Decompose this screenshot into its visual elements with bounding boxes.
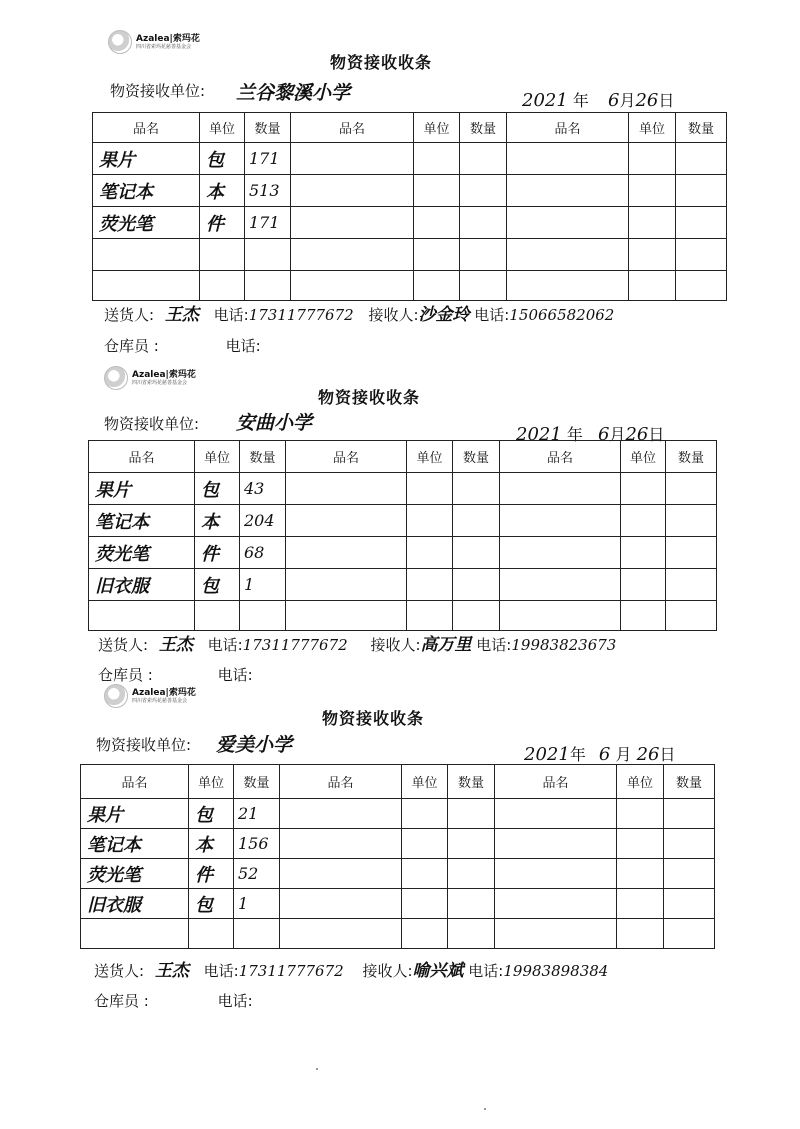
table-header-row bbox=[93, 113, 727, 143]
date-year: 2021 bbox=[522, 90, 568, 111]
item-qty: 1 bbox=[234, 889, 280, 919]
sender-phone: 17311777672 bbox=[248, 306, 354, 324]
scan-speck bbox=[484, 1108, 486, 1110]
table-row bbox=[93, 271, 727, 301]
receipt-date bbox=[524, 742, 676, 765]
header-unit: 单位 bbox=[189, 765, 234, 799]
item-qty: 21 bbox=[234, 799, 280, 829]
header-name: 品名 bbox=[93, 113, 200, 143]
day-label: 日 bbox=[658, 91, 675, 110]
header-unit: 单位 bbox=[617, 765, 664, 799]
item-name: 旧衣服 bbox=[81, 889, 189, 919]
header-name: 品名 bbox=[507, 113, 629, 143]
year-label: 年 bbox=[566, 425, 583, 444]
item-unit: 包 bbox=[195, 473, 240, 505]
header-qty: 数量 bbox=[234, 765, 280, 799]
table-row bbox=[93, 175, 727, 207]
logo-org: 四川省索玛花慈善基金会 bbox=[136, 43, 192, 50]
item-unit: 件 bbox=[195, 537, 240, 569]
header-name: 品名 bbox=[495, 765, 617, 799]
azalea-flower-icon bbox=[108, 30, 132, 54]
header-unit: 单位 bbox=[195, 441, 240, 473]
item-qty: 1 bbox=[240, 569, 286, 601]
receiver-phone-label: 电话: bbox=[476, 636, 512, 654]
item-unit: 件 bbox=[200, 207, 245, 239]
year-label: 年 bbox=[569, 745, 586, 764]
sender-phone-label: 电话: bbox=[207, 636, 243, 654]
table-header-row bbox=[81, 765, 715, 799]
item-qty: 171 bbox=[245, 143, 291, 175]
warehouse-label: 仓库员 : bbox=[104, 337, 159, 355]
header-name: 品名 bbox=[286, 441, 407, 473]
logo-brand: Azalea|索玛花 bbox=[132, 369, 196, 380]
item-name: 笔记本 bbox=[89, 505, 195, 537]
warehouse-label: 仓库员 : bbox=[94, 992, 149, 1010]
item-name: 果片 bbox=[89, 473, 195, 505]
header-name: 品名 bbox=[89, 441, 195, 473]
item-name: 荧光笔 bbox=[93, 207, 200, 239]
unit-value: 安曲小学 bbox=[236, 412, 313, 434]
table-row bbox=[81, 829, 715, 859]
item-name: 笔记本 bbox=[81, 829, 189, 859]
sender-label: 送货人: bbox=[104, 306, 155, 324]
item-name: 旧衣服 bbox=[89, 569, 195, 601]
month-label: 月 bbox=[609, 425, 626, 444]
date-year: 2021 bbox=[524, 744, 570, 765]
year-label: 年 bbox=[572, 91, 589, 110]
receiver-phone: 19983823673 bbox=[511, 636, 617, 654]
item-name: 笔记本 bbox=[93, 175, 200, 207]
sender-phone: 17311777672 bbox=[242, 636, 348, 654]
item-unit: 件 bbox=[189, 859, 234, 889]
date-day: 26 bbox=[635, 90, 659, 111]
receiver-label: 接收人: bbox=[370, 636, 421, 654]
items-table bbox=[80, 764, 715, 949]
receiver-label: 接收人: bbox=[368, 306, 419, 324]
table-row bbox=[81, 799, 715, 829]
warehouse-phone-label: 电话: bbox=[225, 337, 261, 355]
item-qty: 52 bbox=[234, 859, 280, 889]
header-name: 品名 bbox=[280, 765, 402, 799]
header-unit: 单位 bbox=[402, 765, 448, 799]
scan-speck bbox=[316, 1068, 318, 1070]
sender-phone-label: 电话: bbox=[203, 962, 239, 980]
items-table bbox=[92, 112, 727, 301]
table-row bbox=[93, 207, 727, 239]
sender-line bbox=[104, 300, 614, 325]
table-row bbox=[81, 859, 715, 889]
date-month: 6 bbox=[598, 744, 611, 765]
item-unit: 包 bbox=[195, 569, 240, 601]
receiver-name: 高万里 bbox=[420, 635, 472, 655]
header-qty: 数量 bbox=[664, 765, 715, 799]
azalea-flower-icon bbox=[104, 366, 128, 390]
warehouse-phone-label: 电话: bbox=[217, 992, 253, 1010]
item-unit: 包 bbox=[189, 889, 234, 919]
header-unit: 单位 bbox=[414, 113, 460, 143]
sender-phone-label: 电话: bbox=[213, 306, 249, 324]
receiver-name: 沙金玲 bbox=[418, 305, 470, 325]
logo-brand: Azalea|索玛花 bbox=[132, 687, 196, 698]
azalea-flower-icon bbox=[104, 684, 128, 708]
logo-org: 四川省索玛花慈善基金会 bbox=[132, 379, 188, 386]
header-qty: 数量 bbox=[245, 113, 291, 143]
header-qty: 数量 bbox=[240, 441, 286, 473]
table-row bbox=[81, 889, 715, 919]
date-day: 26 bbox=[636, 744, 660, 765]
table-row bbox=[89, 601, 717, 631]
table-row bbox=[89, 473, 717, 505]
sender-line bbox=[98, 630, 616, 655]
header-unit: 单位 bbox=[629, 113, 676, 143]
sender-name: 王杰 bbox=[154, 961, 189, 981]
item-name: 荧光笔 bbox=[89, 537, 195, 569]
month-label: 月 bbox=[615, 745, 632, 764]
logo bbox=[104, 684, 196, 708]
unit-label: 物资接收单位: bbox=[110, 82, 206, 100]
date-day: 26 bbox=[625, 424, 649, 445]
item-unit: 本 bbox=[189, 829, 234, 859]
table-row bbox=[89, 505, 717, 537]
logo bbox=[108, 30, 200, 54]
sender-label: 送货人: bbox=[98, 636, 149, 654]
logo-brand: Azalea|索玛花 bbox=[136, 33, 200, 44]
warehouse-line bbox=[98, 664, 253, 685]
header-unit: 单位 bbox=[200, 113, 245, 143]
table-row bbox=[93, 143, 727, 175]
receiver-phone: 15066582062 bbox=[509, 306, 615, 324]
warehouse-line bbox=[94, 990, 253, 1011]
table-row bbox=[89, 537, 717, 569]
table-row bbox=[89, 569, 717, 601]
receiver-phone-label: 电话: bbox=[468, 962, 504, 980]
item-name: 果片 bbox=[81, 799, 189, 829]
receipt-date bbox=[522, 88, 674, 111]
item-unit: 本 bbox=[200, 175, 245, 207]
receiver-phone: 19983898384 bbox=[503, 962, 609, 980]
item-qty: 513 bbox=[245, 175, 291, 207]
logo-org: 四川省索玛花慈善基金会 bbox=[132, 697, 188, 704]
date-month: 6 bbox=[608, 90, 620, 111]
warehouse-label: 仓库员 : bbox=[98, 666, 153, 684]
sender-name: 王杰 bbox=[158, 635, 193, 655]
warehouse-line bbox=[104, 335, 261, 356]
item-unit: 本 bbox=[195, 505, 240, 537]
unit-label: 物资接收单位: bbox=[104, 415, 200, 433]
item-unit: 包 bbox=[189, 799, 234, 829]
item-unit: 包 bbox=[200, 143, 245, 175]
receiver-phone-label: 电话: bbox=[474, 306, 510, 324]
date-year: 2021 bbox=[516, 424, 562, 445]
receipt-title: 物资接收收条 bbox=[330, 53, 433, 72]
unit-value: 兰谷黎溪小学 bbox=[236, 82, 351, 104]
header-name: 品名 bbox=[291, 113, 414, 143]
header-unit: 单位 bbox=[407, 441, 453, 473]
unit-value: 爱美小学 bbox=[216, 734, 293, 756]
item-qty: 68 bbox=[240, 537, 286, 569]
day-label: 日 bbox=[648, 425, 665, 444]
table-header-row bbox=[89, 441, 717, 473]
receipt-title: 物资接收收条 bbox=[322, 709, 425, 728]
sender-phone: 17311777672 bbox=[238, 962, 344, 980]
unit-label: 物资接收单位: bbox=[96, 736, 192, 754]
table-row bbox=[93, 239, 727, 271]
table-row bbox=[81, 919, 715, 949]
warehouse-phone-label: 电话: bbox=[217, 666, 253, 684]
item-name: 荧光笔 bbox=[81, 859, 189, 889]
sender-line bbox=[94, 956, 608, 981]
receipt-title: 物资接收收条 bbox=[318, 388, 421, 407]
item-qty: 43 bbox=[240, 473, 286, 505]
day-label: 日 bbox=[659, 745, 676, 764]
item-name: 果片 bbox=[93, 143, 200, 175]
logo bbox=[104, 366, 196, 390]
date-month: 6 bbox=[598, 424, 610, 445]
header-qty: 数量 bbox=[666, 441, 717, 473]
header-qty: 数量 bbox=[460, 113, 507, 143]
item-qty: 171 bbox=[245, 207, 291, 239]
sender-label: 送货人: bbox=[94, 962, 145, 980]
header-qty: 数量 bbox=[676, 113, 727, 143]
header-qty: 数量 bbox=[453, 441, 500, 473]
items-table bbox=[88, 440, 717, 631]
header-name: 品名 bbox=[81, 765, 189, 799]
receiver-name: 喻兴斌 bbox=[412, 961, 464, 981]
header-unit: 单位 bbox=[621, 441, 666, 473]
month-label: 月 bbox=[619, 91, 636, 110]
receiver-label: 接收人: bbox=[362, 962, 413, 980]
item-qty: 156 bbox=[234, 829, 280, 859]
header-name: 品名 bbox=[500, 441, 621, 473]
item-qty: 204 bbox=[240, 505, 286, 537]
header-qty: 数量 bbox=[448, 765, 495, 799]
sender-name: 王杰 bbox=[164, 305, 199, 325]
